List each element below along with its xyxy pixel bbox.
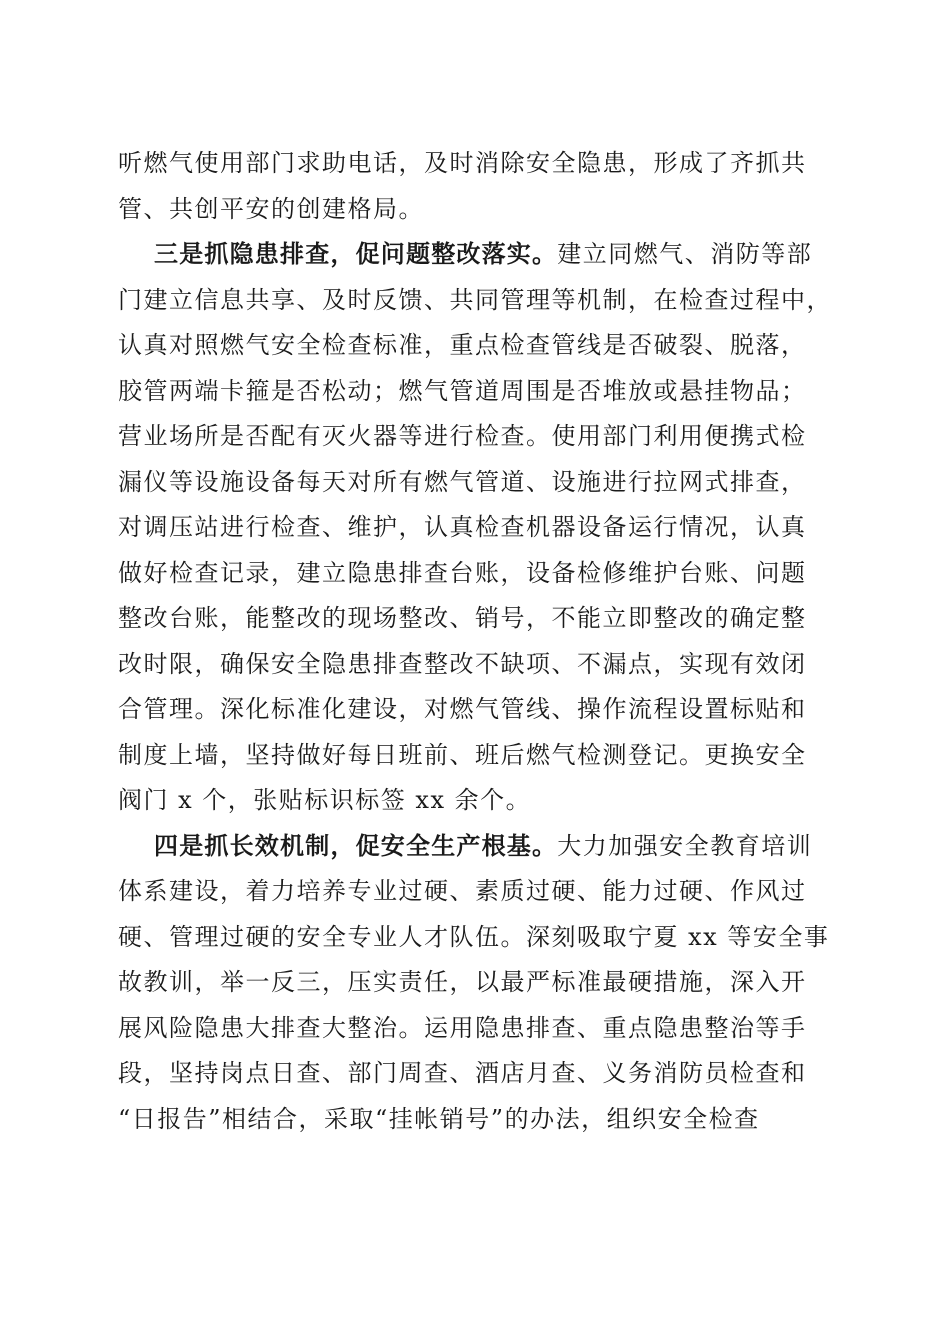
- paragraph-3: [118, 824, 830, 1143]
- text-line: 合管理。深化标准化建设，对燃气管线、操作流程设置标贴和: [118, 695, 807, 723]
- text-segment: 大力加强安全教育培训: [557, 831, 813, 860]
- text-segment: 建立同燃气、消防等部: [557, 240, 813, 268]
- paragraph-lead-heading: 四是抓长效机制，促安全生产根基。: [154, 831, 558, 860]
- text-line-first: [118, 824, 830, 870]
- text-line-first: [118, 232, 830, 278]
- text-line: 听燃气使用部门求助电话，及时消除安全隐患，形成了齐抓共: [118, 149, 807, 177]
- text-line: 整改台账，能整改的现场整改、销号，不能立即整改的确定整: [118, 604, 807, 632]
- text-line: 做好检查记录，建立隐患排查台账，设备检修维护台账、问题: [118, 558, 807, 587]
- text-line: 营业场所是否配有灭火器等进行检查。使用部门利用便携式检: [118, 422, 807, 450]
- text-line: 故教训，举一反三，压实责任，以最严标准最硬措施，深入开: [118, 968, 807, 996]
- text-line: 认真对照燃气安全检查标准，重点检查管线是否破裂、脱落，: [118, 331, 807, 359]
- text-line: “日报告”相结合，采取“挂帐销号”的办法，组织安全检查: [118, 1104, 760, 1133]
- paragraph-2: [118, 232, 830, 824]
- text-line: 阀门 x 个，张贴标识标签 xx 余个。: [118, 786, 532, 814]
- text-line: 胶管两端卡箍是否松动；燃气管道周围是否堆放或悬挂物品；: [118, 376, 807, 405]
- text-line: 展风险隐患大排查大整治。运用隐患排查、重点隐患整治等手: [118, 1013, 807, 1042]
- text-line: 对调压站进行检查、维护，认真检查机器设备运行情况，认真: [118, 513, 807, 541]
- text-line: 改时限，确保安全隐患排查整改不缺项、不漏点，实现有效闭: [118, 649, 807, 678]
- document-body: [118, 141, 830, 1142]
- paragraph-1: [118, 141, 830, 232]
- text-line: 漏仪等设施设备每天对所有燃气管道、设施进行拉网式排查，: [118, 467, 807, 496]
- paragraph-lead-heading: 三是抓隐患排查，促问题整改落实。: [154, 240, 558, 268]
- text-line: 体系建设，着力培养专业过硬、素质过硬、能力过硬、作风过: [118, 877, 807, 905]
- text-line: 制度上墙，坚持做好每日班前、班后燃气检测登记。更换安全: [118, 740, 807, 769]
- text-line: 段，坚持岗点日查、部门周查、酒店月查、义务消防员检查和: [118, 1059, 807, 1087]
- text-line: 硬、管理过硬的安全专业人才队伍。深刻吸取宁夏 xx 等安全事: [118, 922, 830, 951]
- text-line: 管、共创平安的创建格局。: [118, 194, 424, 223]
- text-line: 门建立信息共享、及时反馈、共同管理等机制，在检查过程中，: [118, 285, 832, 314]
